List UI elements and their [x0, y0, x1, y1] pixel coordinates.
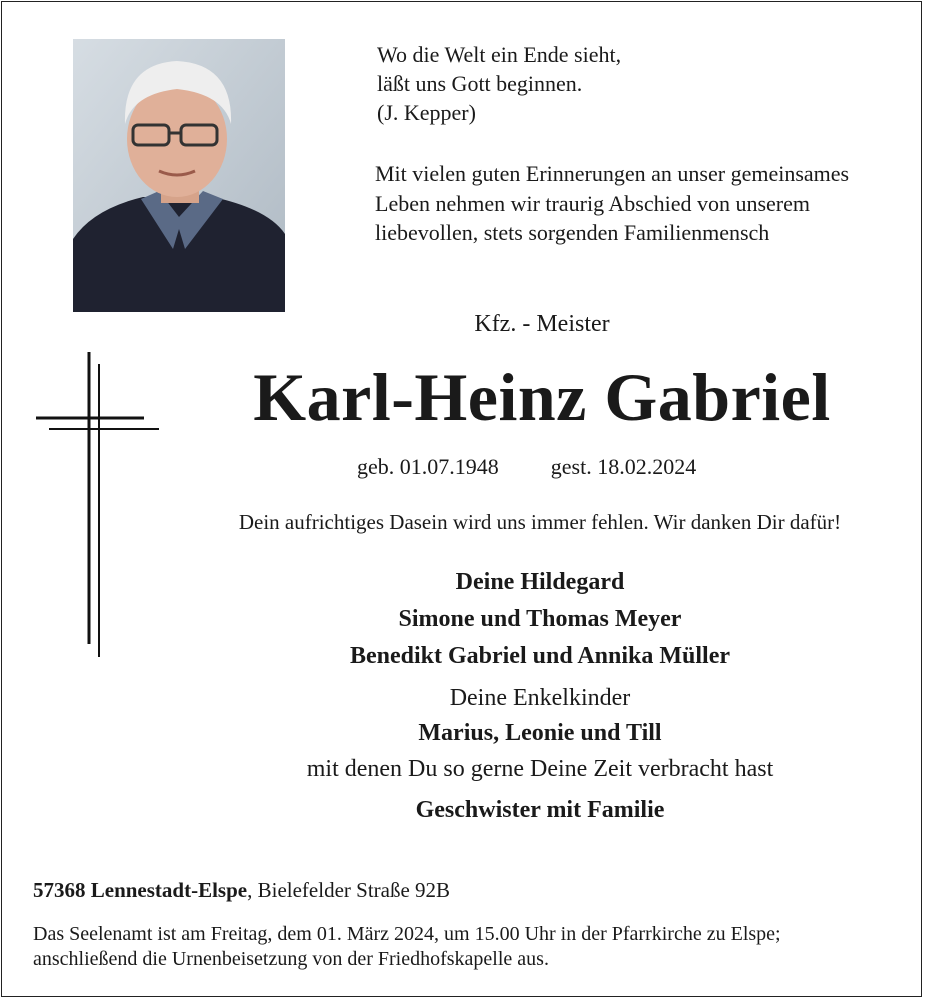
- grandchildren-names: Marius, Leonie und Till: [418, 720, 662, 746]
- thanks-text: Dein aufrichtiges Dasein wird uns immer fehlen. Wir danken Dir dafür!: [238, 510, 842, 534]
- profession: Kfz. - Meister: [474, 311, 610, 337]
- mourner: Benedikt Gabriel und Annika Müller: [349, 643, 731, 669]
- obituary-notice: [1, 1, 922, 997]
- death-date: gest. 18.02.2024: [550, 454, 697, 479]
- service-line: Das Seelenamt ist am Freitag, dem 01. März 2024, um 15.00 Uhr in der Pfarrkirche zu Elspe;: [33, 923, 781, 945]
- quote-author: (J. Kepper): [377, 100, 476, 125]
- memory-line: Mit vielen guten Erinnerungen an unser gemeinsames: [375, 161, 850, 186]
- address-city: 57368 Lennestadt-Elspe: [33, 878, 248, 902]
- address-street: , Bielefelder Straße 92B: [247, 878, 451, 902]
- mourners: [2, 564, 925, 829]
- service-info: [33, 922, 781, 972]
- memory-text: [375, 159, 849, 248]
- quote-line: läßt uns Gott beginnen.: [377, 71, 583, 96]
- service-line: anschließend die Urnenbeisetzung von der Friedhofskapelle aus.: [33, 948, 549, 970]
- siblings: Geschwister mit Familie: [415, 797, 665, 823]
- mourner: Deine Hildegard: [455, 569, 625, 595]
- address: [33, 878, 450, 903]
- memory-line: liebevollen, stets sorgenden Familienmensch: [375, 220, 770, 245]
- grandchildren-note: mit denen Du so gerne Deine Zeit verbracht hast: [306, 756, 774, 782]
- portrait-photo: [73, 39, 285, 312]
- life-dates: [357, 454, 696, 480]
- mourner: Simone und Thomas Meyer: [398, 606, 682, 632]
- grandchildren-label: Deine Enkelkinder: [449, 685, 631, 711]
- deceased-name: Karl-Heinz Gabriel: [253, 359, 831, 435]
- birth-date: geb. 01.07.1948: [357, 454, 499, 479]
- quote: [377, 40, 621, 127]
- quote-line: Wo die Welt ein Ende sieht,: [377, 42, 622, 67]
- memory-line: Leben nehmen wir traurig Abschied von unserem: [375, 190, 810, 216]
